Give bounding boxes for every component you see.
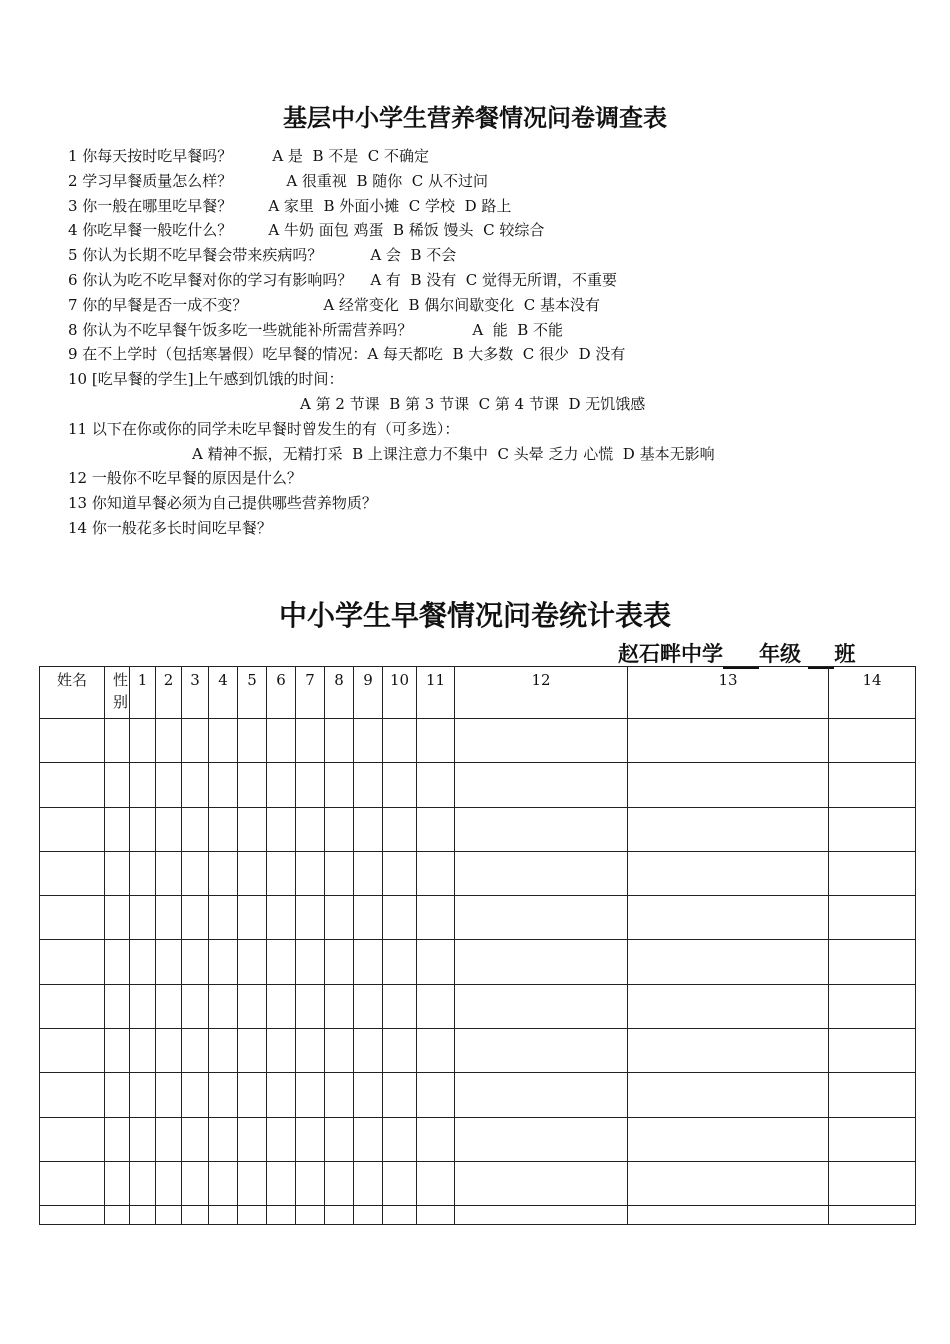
table-cell[interactable] xyxy=(105,1073,130,1117)
question-options: A 家里 B 外面小摊 C 学校 D 路上 xyxy=(268,196,512,215)
question-item xyxy=(68,318,898,343)
table-cell[interactable] xyxy=(238,940,267,984)
table-cell[interactable] xyxy=(325,719,354,763)
table-cell[interactable] xyxy=(455,1117,628,1161)
table-cell[interactable] xyxy=(354,763,383,807)
table-cell[interactable] xyxy=(209,1161,238,1205)
table-cell[interactable] xyxy=(325,984,354,1028)
question-text: 9 在不上学时（包括寒暑假）吃早餐的情况： xyxy=(68,345,368,364)
table-cell[interactable] xyxy=(325,763,354,807)
table-row xyxy=(40,1206,916,1225)
table-cell[interactable] xyxy=(267,1161,296,1205)
table-cell[interactable] xyxy=(296,1073,325,1117)
table-cell[interactable] xyxy=(296,763,325,807)
header-cell-q11: 11 xyxy=(417,667,455,719)
table-cell[interactable] xyxy=(40,763,105,807)
table-cell[interactable] xyxy=(417,1073,455,1117)
table-cell[interactable] xyxy=(296,851,325,895)
table-cell[interactable] xyxy=(105,896,130,940)
question-text: 3 你一般在哪里吃早餐？ xyxy=(68,196,233,215)
question-options: A 会 B 不会 xyxy=(370,246,457,265)
question-item xyxy=(68,194,898,219)
table-cell[interactable] xyxy=(417,1029,455,1073)
table-cell[interactable] xyxy=(40,940,105,984)
table-cell[interactable] xyxy=(105,763,130,807)
table-cell[interactable] xyxy=(238,896,267,940)
table-cell[interactable] xyxy=(325,896,354,940)
table-cell[interactable] xyxy=(628,1073,829,1117)
header-cell-q5: 5 xyxy=(238,667,267,719)
table-cell[interactable] xyxy=(354,1117,383,1161)
table-row xyxy=(40,763,916,807)
table-header-row xyxy=(40,667,916,719)
table-cell[interactable] xyxy=(238,1161,267,1205)
stats-title: 中小学生早餐情况问卷统计表表 xyxy=(278,599,671,632)
table-cell[interactable] xyxy=(325,807,354,851)
question-item xyxy=(68,293,898,318)
question-text: 1 你每天按时吃早餐吗？ xyxy=(68,147,233,165)
stats-table xyxy=(39,666,916,1225)
table-cell[interactable] xyxy=(628,851,829,895)
question-list xyxy=(68,144,898,541)
question-item xyxy=(68,342,898,367)
question-options: A 牛奶 面包 鸡蛋 B 稀饭 馒头 C 较综合 xyxy=(268,221,545,240)
table-cell[interactable] xyxy=(130,984,156,1028)
table-cell[interactable] xyxy=(105,807,130,851)
table-cell[interactable] xyxy=(156,719,182,763)
table-cell[interactable] xyxy=(156,896,182,940)
table-row xyxy=(40,940,916,984)
table-cell[interactable] xyxy=(130,719,156,763)
table-row xyxy=(40,984,916,1028)
table-cell[interactable] xyxy=(40,719,105,763)
table-cell[interactable] xyxy=(455,1161,628,1205)
question-options: A 每天都吃 B 大多数 C 很少 D 没有 xyxy=(367,345,626,364)
table-cell[interactable] xyxy=(182,763,209,807)
table-cell[interactable] xyxy=(354,1029,383,1073)
table-cell[interactable] xyxy=(455,1206,628,1225)
table-cell[interactable] xyxy=(354,719,383,763)
table-cell[interactable] xyxy=(417,984,455,1028)
table-cell[interactable] xyxy=(105,719,130,763)
table-cell[interactable] xyxy=(40,851,105,895)
table-cell[interactable] xyxy=(267,896,296,940)
table-cell[interactable] xyxy=(40,1117,105,1161)
table-cell[interactable] xyxy=(383,984,417,1028)
question-item xyxy=(68,442,898,467)
table-cell[interactable] xyxy=(40,896,105,940)
table-cell[interactable] xyxy=(156,1161,182,1205)
question-item xyxy=(68,392,898,417)
table-cell[interactable] xyxy=(383,1073,417,1117)
table-cell[interactable] xyxy=(829,851,916,895)
table-cell[interactable] xyxy=(182,940,209,984)
table-cell[interactable] xyxy=(209,1206,238,1225)
table-cell[interactable] xyxy=(296,1117,325,1161)
table-row xyxy=(40,1161,916,1205)
table-cell[interactable] xyxy=(105,1117,130,1161)
table-cell[interactable] xyxy=(354,1206,383,1225)
table-cell[interactable] xyxy=(156,1117,182,1161)
question-item xyxy=(68,169,898,194)
table-cell[interactable] xyxy=(209,1029,238,1073)
header-cell-q12: 12 xyxy=(455,667,628,719)
table-cell[interactable] xyxy=(455,763,628,807)
table-cell[interactable] xyxy=(267,984,296,1028)
table-cell[interactable] xyxy=(209,807,238,851)
table-cell[interactable] xyxy=(383,896,417,940)
question-options: A 有 B 没有 C 觉得无所谓，不重要 xyxy=(370,270,618,289)
question-text: 6 你认为吃不吃早餐对你的学习有影响吗？ xyxy=(68,270,353,289)
table-cell[interactable] xyxy=(182,1117,209,1161)
table-cell[interactable] xyxy=(455,984,628,1028)
table-cell[interactable] xyxy=(383,1029,417,1073)
school-name: 赵石畔中学 xyxy=(618,642,723,666)
table-cell[interactable] xyxy=(383,719,417,763)
table-cell[interactable] xyxy=(829,1073,916,1117)
header-cell-q6: 6 xyxy=(267,667,296,719)
table-cell[interactable] xyxy=(130,1117,156,1161)
table-cell[interactable] xyxy=(455,851,628,895)
table-cell[interactable] xyxy=(354,1073,383,1117)
question-options: A 第 2 节课 B 第 3 节课 C 第 4 节课 D 无饥饿感 xyxy=(300,394,646,413)
table-cell[interactable] xyxy=(628,1206,829,1225)
class-label: 班 xyxy=(834,642,856,666)
table-cell[interactable] xyxy=(296,940,325,984)
table-cell[interactable] xyxy=(455,896,628,940)
header-cell-q3: 3 xyxy=(182,667,209,719)
table-cell[interactable] xyxy=(383,763,417,807)
table-cell[interactable] xyxy=(156,763,182,807)
question-text: 14 你一般花多长时间吃早餐？ xyxy=(68,518,272,537)
table-cell[interactable] xyxy=(130,1073,156,1117)
question-text: 10 [吃早餐的学生]上午感到饥饿的时间： xyxy=(68,370,344,389)
table-cell[interactable] xyxy=(238,1073,267,1117)
question-item xyxy=(68,466,898,491)
question-item xyxy=(68,144,898,169)
table-cell[interactable] xyxy=(829,1029,916,1073)
question-options: A 经常变化 B 偶尔间歇变化 C 基本没有 xyxy=(323,295,601,314)
table-row xyxy=(40,896,916,940)
table-cell[interactable] xyxy=(628,807,829,851)
table-cell[interactable] xyxy=(354,807,383,851)
table-cell[interactable] xyxy=(325,1073,354,1117)
table-row xyxy=(40,1073,916,1117)
question-text: 7 你的早餐是否一成不变？ xyxy=(68,295,248,314)
table-cell[interactable] xyxy=(296,719,325,763)
table-cell[interactable] xyxy=(455,1029,628,1073)
table-cell[interactable] xyxy=(105,1029,130,1073)
table-cell[interactable] xyxy=(628,1117,829,1161)
table-cell[interactable] xyxy=(354,851,383,895)
table-cell[interactable] xyxy=(209,1117,238,1161)
question-item xyxy=(68,417,898,442)
table-cell[interactable] xyxy=(209,851,238,895)
table-cell[interactable] xyxy=(130,1029,156,1073)
table-cell[interactable] xyxy=(182,1029,209,1073)
question-item xyxy=(68,218,898,243)
question-options: A 是 B 不是 C 不确定 xyxy=(272,147,430,165)
question-item xyxy=(68,268,898,293)
table-cell[interactable] xyxy=(417,1161,455,1205)
question-text: 8 你认为不吃早餐午饭多吃一些就能补所需营养吗？ xyxy=(68,320,413,339)
table-cell[interactable] xyxy=(383,1161,417,1205)
table-row xyxy=(40,1117,916,1161)
table-cell[interactable] xyxy=(829,984,916,1028)
table-cell[interactable] xyxy=(238,763,267,807)
table-cell[interactable] xyxy=(209,940,238,984)
table-cell[interactable] xyxy=(182,719,209,763)
table-cell[interactable] xyxy=(267,1029,296,1073)
question-options: A 精神不振，无精打采 B 上课注意力不集中 C 头晕 乏力 心慌 D 基本无影响 xyxy=(192,444,715,463)
header-cell-q4: 4 xyxy=(209,667,238,719)
table-cell[interactable] xyxy=(628,719,829,763)
table-cell[interactable] xyxy=(829,1161,916,1205)
table-cell[interactable] xyxy=(267,807,296,851)
table-cell[interactable] xyxy=(209,896,238,940)
question-item xyxy=(68,516,898,541)
header-cell-q1: 1 xyxy=(130,667,156,719)
table-cell[interactable] xyxy=(238,807,267,851)
table-cell[interactable] xyxy=(267,851,296,895)
table-cell[interactable] xyxy=(182,984,209,1028)
grade-label: 年级 xyxy=(759,642,801,666)
table-row xyxy=(40,807,916,851)
table-cell[interactable] xyxy=(325,1161,354,1205)
table-cell[interactable] xyxy=(238,851,267,895)
table-cell[interactable] xyxy=(267,1206,296,1225)
table-cell[interactable] xyxy=(105,1206,130,1225)
table-cell[interactable] xyxy=(829,763,916,807)
table-cell[interactable] xyxy=(628,763,829,807)
table-cell[interactable] xyxy=(130,763,156,807)
table-cell[interactable] xyxy=(209,984,238,1028)
question-text: 2 学习早餐质量怎么样？ xyxy=(68,171,233,190)
table-cell[interactable] xyxy=(829,1206,916,1225)
header-cell-gender: 性别 xyxy=(105,667,130,719)
question-item xyxy=(68,367,898,392)
table-cell[interactable] xyxy=(354,896,383,940)
table-cell[interactable] xyxy=(130,1161,156,1205)
question-text: 13 你知道早餐必须为自己提供哪些营养物质？ xyxy=(68,494,377,513)
table-cell[interactable] xyxy=(182,1073,209,1117)
table-cell[interactable] xyxy=(628,896,829,940)
table-cell[interactable] xyxy=(417,851,455,895)
table-cell[interactable] xyxy=(209,763,238,807)
header-cell-q8: 8 xyxy=(325,667,354,719)
table-cell[interactable] xyxy=(156,1206,182,1225)
table-cell[interactable] xyxy=(417,896,455,940)
table-cell[interactable] xyxy=(182,851,209,895)
table-cell[interactable] xyxy=(325,1117,354,1161)
table-cell[interactable] xyxy=(325,851,354,895)
table-cell[interactable] xyxy=(238,1206,267,1225)
question-options: A 很重视 B 随你 C 从不过问 xyxy=(286,171,489,190)
table-cell[interactable] xyxy=(267,940,296,984)
table-cell[interactable] xyxy=(628,984,829,1028)
table-cell[interactable] xyxy=(417,719,455,763)
table-cell[interactable] xyxy=(354,1161,383,1205)
table-cell[interactable] xyxy=(325,1206,354,1225)
header-cell-name: 姓名 xyxy=(40,667,105,719)
table-cell[interactable] xyxy=(40,807,105,851)
table-cell[interactable] xyxy=(156,1029,182,1073)
table-cell[interactable] xyxy=(829,1117,916,1161)
table-cell[interactable] xyxy=(417,1117,455,1161)
school-class-line xyxy=(618,639,855,669)
header-cell-q9: 9 xyxy=(354,667,383,719)
table-cell[interactable] xyxy=(383,1117,417,1161)
table-cell[interactable] xyxy=(325,940,354,984)
table-cell[interactable] xyxy=(829,719,916,763)
header-cell-q14: 14 xyxy=(829,667,916,719)
table-cell[interactable] xyxy=(40,1206,105,1225)
table-cell[interactable] xyxy=(130,807,156,851)
table-cell[interactable] xyxy=(417,1206,455,1225)
table-cell[interactable] xyxy=(296,896,325,940)
header-cell-q2: 2 xyxy=(156,667,182,719)
table-cell[interactable] xyxy=(238,1029,267,1073)
table-row xyxy=(40,719,916,763)
question-item xyxy=(68,243,898,268)
table-cell[interactable] xyxy=(130,1206,156,1225)
table-cell[interactable] xyxy=(238,1117,267,1161)
table-cell[interactable] xyxy=(40,984,105,1028)
table-cell[interactable] xyxy=(182,1206,209,1225)
table-cell[interactable] xyxy=(156,940,182,984)
table-cell[interactable] xyxy=(209,719,238,763)
table-cell[interactable] xyxy=(105,1161,130,1205)
table-row xyxy=(40,1029,916,1073)
header-cell-q7: 7 xyxy=(296,667,325,719)
table-cell[interactable] xyxy=(628,1029,829,1073)
question-text: 12 一般你不吃早餐的原因是什么？ xyxy=(68,469,302,488)
table-cell[interactable] xyxy=(130,851,156,895)
table-cell[interactable] xyxy=(156,807,182,851)
table-cell[interactable] xyxy=(829,807,916,851)
table-cell[interactable] xyxy=(182,1161,209,1205)
table-cell[interactable] xyxy=(105,851,130,895)
table-cell[interactable] xyxy=(182,896,209,940)
table-cell[interactable] xyxy=(325,1029,354,1073)
table-cell[interactable] xyxy=(829,896,916,940)
table-cell[interactable] xyxy=(156,851,182,895)
table-cell[interactable] xyxy=(267,1073,296,1117)
table-cell[interactable] xyxy=(417,763,455,807)
table-cell[interactable] xyxy=(383,1206,417,1225)
table-cell[interactable] xyxy=(40,1029,105,1073)
table-cell[interactable] xyxy=(182,807,209,851)
header-cell-q13: 13 xyxy=(628,667,829,719)
table-cell[interactable] xyxy=(296,984,325,1028)
question-text: 11 以下在你或你的同学未吃早餐时曾发生的有（可多选）： xyxy=(68,419,460,438)
table-cell[interactable] xyxy=(156,1073,182,1117)
header-cell-q10: 10 xyxy=(383,667,417,719)
table-cell[interactable] xyxy=(383,851,417,895)
table-cell[interactable] xyxy=(455,807,628,851)
table-cell[interactable] xyxy=(628,940,829,984)
table-cell[interactable] xyxy=(267,1117,296,1161)
table-cell[interactable] xyxy=(417,807,455,851)
table-cell[interactable] xyxy=(238,984,267,1028)
table-cell[interactable] xyxy=(40,1073,105,1117)
table-row xyxy=(40,851,916,895)
table-cell[interactable] xyxy=(130,896,156,940)
table-cell[interactable] xyxy=(383,940,417,984)
question-text: 4 你吃早餐一般吃什么？ xyxy=(68,221,233,240)
table-cell[interactable] xyxy=(267,719,296,763)
table-cell[interactable] xyxy=(417,940,455,984)
table-cell[interactable] xyxy=(267,763,296,807)
table-cell[interactable] xyxy=(238,719,267,763)
question-text: 5 你认为长期不吃早餐会带来疾病吗？ xyxy=(68,246,323,265)
table-cell[interactable] xyxy=(40,1161,105,1205)
question-options: A 能 B 不能 xyxy=(472,320,564,339)
table-cell[interactable] xyxy=(105,940,130,984)
table-cell[interactable] xyxy=(296,807,325,851)
table-cell[interactable] xyxy=(628,1161,829,1205)
table-cell[interactable] xyxy=(296,1161,325,1205)
table-cell[interactable] xyxy=(354,940,383,984)
table-cell[interactable] xyxy=(455,719,628,763)
question-item xyxy=(68,491,898,516)
survey-title: 基层中小学生营养餐情况问卷调查表 xyxy=(283,104,667,132)
table-cell[interactable] xyxy=(296,1029,325,1073)
table-cell[interactable] xyxy=(455,940,628,984)
table-cell[interactable] xyxy=(383,807,417,851)
table-cell[interactable] xyxy=(455,1073,628,1117)
table-cell[interactable] xyxy=(156,984,182,1028)
table-cell[interactable] xyxy=(296,1206,325,1225)
table-cell[interactable] xyxy=(209,1073,238,1117)
table-cell[interactable] xyxy=(829,940,916,984)
table-cell[interactable] xyxy=(105,984,130,1028)
table-cell[interactable] xyxy=(354,984,383,1028)
table-cell[interactable] xyxy=(130,940,156,984)
